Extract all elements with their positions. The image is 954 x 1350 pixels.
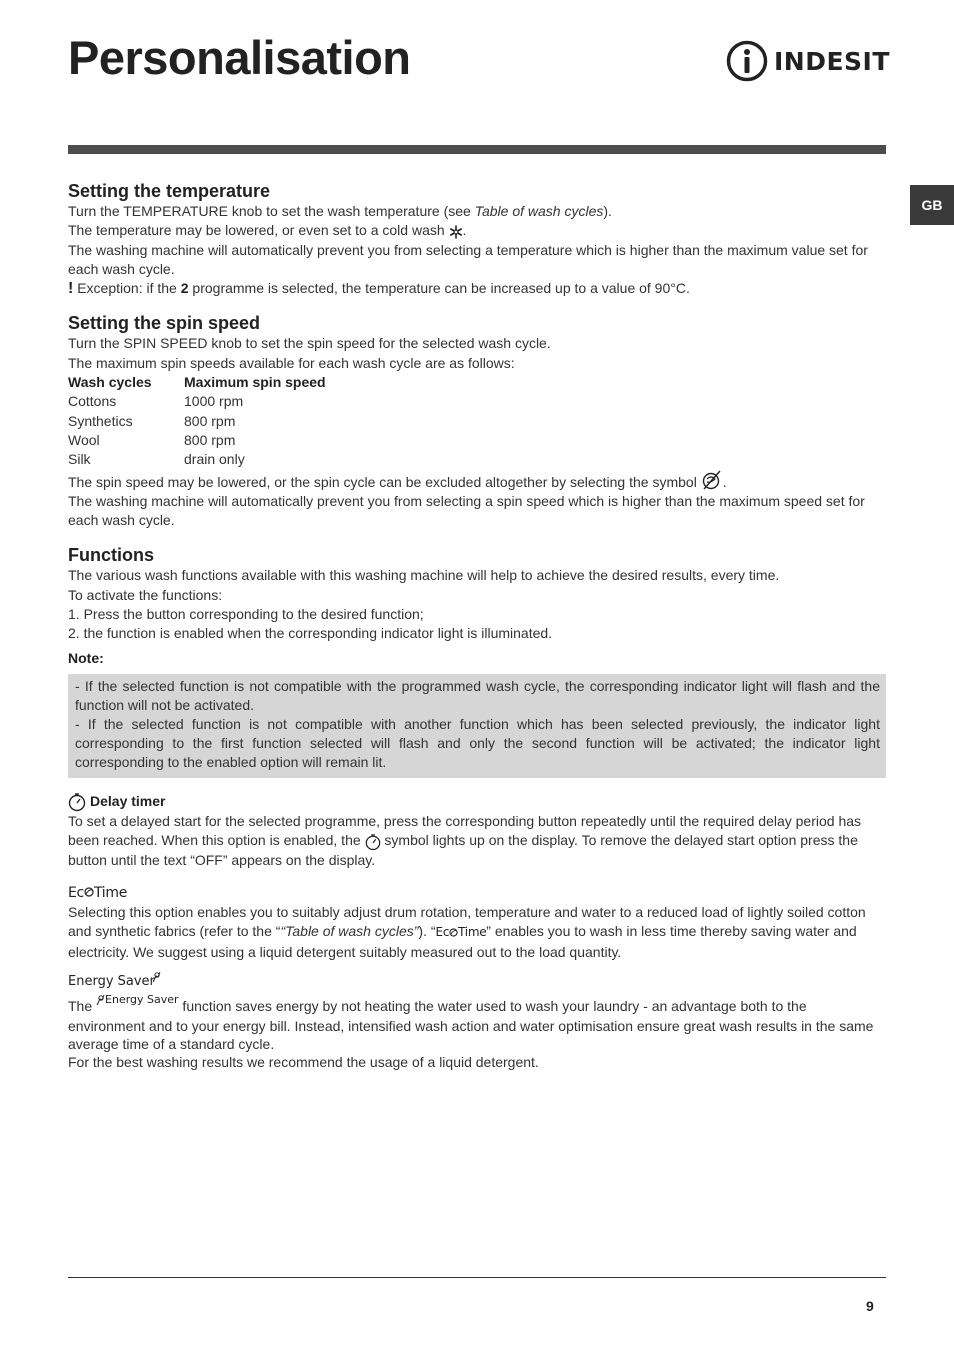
table-cell: 800 rpm (184, 431, 236, 448)
delay-timer-label: Delay timer (90, 793, 166, 810)
language-tab: GB (910, 185, 954, 225)
table-header: Maximum spin speed (184, 374, 326, 391)
table-cell: Wool (68, 431, 100, 448)
paragraph: The maximum spin speeds available for each wash cycle are as follows: (68, 354, 515, 371)
energy-saver-icon (152, 971, 161, 983)
ecotime-logo: Ec Time (68, 884, 128, 901)
table-cell: drain only (184, 451, 245, 468)
table-row (68, 412, 326, 431)
exception-note: ! Exception: if the 2 programme is selected, the temperature can be increased up to a value of 90°C. (68, 280, 690, 298)
energy-saver-icon (96, 994, 105, 1006)
table-cell: Silk (68, 451, 91, 468)
table-cell: 800 rpm (184, 412, 236, 429)
eco-leaf-icon (449, 928, 458, 937)
eco-leaf-icon (84, 887, 94, 897)
table-row (68, 392, 326, 411)
exclamation-icon: ! (68, 280, 74, 298)
energy-saver-inline-logo: Energy Saver (96, 993, 179, 1006)
footer-divider (68, 1277, 886, 1278)
table-cell: 1000 rpm (184, 393, 244, 410)
paragraph: The various wash functions available with this washing machine will help to achieve the desired results, every time. (68, 567, 780, 584)
no-spin-icon (701, 469, 723, 491)
paragraph: The washing machine will automatically prevent you from selecting a temperature which is higher than the maximum value set for each wash cycle. (68, 241, 868, 277)
note-label: Note: (68, 649, 104, 666)
table-cell: Cottons (68, 393, 117, 410)
paragraph: Selecting this option enables you to suitably adjust drum rotation, temperature and water to a reduced load of lightly soiled cotton and synthetic fabrics (refer to the ““Table of wash cycles”). “Ec Time” enables you to wash in less time thereby saving water and electricity. We suggest using a liquid detergent suitably measured out to the load quantity. (68, 904, 866, 960)
page-title: Personalisation (68, 31, 411, 84)
table-header-row (68, 373, 326, 392)
paragraph: Turn the TEMPERATURE knob to set the wash temperature (see Table of wash cycles). (68, 203, 612, 219)
delay-timer-heading (68, 792, 880, 812)
paragraph: To activate the functions: (68, 586, 223, 603)
note-item: - If the selected function is not compatible with the programmed wash cycle, the corresponding indicator light will flash and the function will not be activated. (75, 677, 880, 713)
paragraph: The spin speed may be lowered, or the spin cycle can be excluded altogether by selecting the symbol . (68, 473, 880, 492)
snowflake-icon (449, 225, 463, 239)
section-heading-functions: Functions (68, 545, 154, 566)
brand-name: INDESIT (774, 46, 890, 76)
section-heading-spin: Setting the spin speed (68, 313, 261, 334)
ecotime-heading (68, 884, 880, 903)
section-heading-temperature: Setting the temperature (68, 181, 271, 201)
list-item: 1. Press the button corresponding to the desired function; (68, 606, 424, 623)
energy-saver-heading (68, 972, 880, 991)
paragraph: To set a delayed start for the selected programme, press the corresponding button repeatedly until the required delay period has been reached. When this option is enabled, the symbol lights up on the display. To remove the delayed start option press the button until the text “OFF” appears on the display. (68, 812, 862, 868)
paragraph: The washing machine will automatically prevent you from selecting a spin speed which is higher than the maximum speed set for each wash cycle. (68, 492, 865, 529)
note-item: - If the selected function is not compatible with another function which has been selected previously, the indicator light corresponding to the first function selected will flash and only the second function will be activated; the indicator light corresponding to the enabled option will remain lit. (75, 715, 880, 770)
energy-saver-logo: Energy Saver (68, 972, 161, 991)
page-number: 9 (866, 1298, 874, 1314)
table-header: Wash cycles (68, 374, 152, 391)
indesit-logo-icon (726, 40, 768, 82)
header-divider (68, 145, 886, 154)
brand-logo (726, 40, 890, 82)
paragraph: Turn the SPIN SPEED knob to set the spin speed for the selected wash cycle. (68, 335, 551, 352)
paragraph: For the best washing results we recommend the usage of a liquid detergent. (68, 1054, 539, 1071)
spin-speed-table (68, 373, 326, 469)
timer-icon (365, 833, 381, 851)
table-row (68, 431, 326, 450)
table-row (68, 450, 326, 469)
main-content (68, 180, 880, 1073)
paragraph: The temperature may be lowered, or even set to a cold wash . (68, 222, 467, 239)
paragraph: The $^{Energy Saver}$ function saves energy by not heating the water used to wash your laundry - an advantage both to the environment and to your energy bill. Instead, intensified wash action and water optimisation ensure great wash results in the same average time of a standard cycle. (68, 993, 874, 1053)
table-cell: Synthetics (68, 412, 133, 429)
ecotime-inline-logo: Ec Time (435, 925, 487, 940)
note-box (68, 674, 886, 778)
list-item: 2. the function is enabled when the corresponding indicator light is illuminated. (68, 625, 553, 642)
timer-icon (68, 792, 86, 812)
